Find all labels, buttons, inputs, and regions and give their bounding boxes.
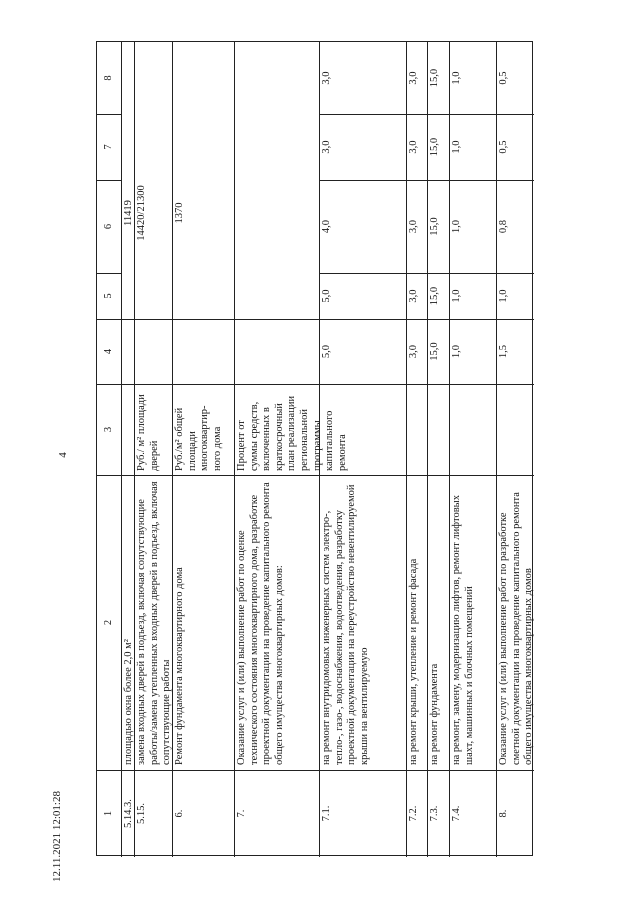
- row-description: Ремонт фундамента многоквартирного дома: [174, 567, 185, 765]
- value-cell: 3,0: [321, 140, 332, 154]
- value-cell: 3,0: [408, 289, 419, 303]
- row-description: на ремонт фундамента: [429, 663, 440, 765]
- column-number: 7: [102, 144, 114, 150]
- value-cell: 1,0: [451, 219, 462, 234]
- value-cell: 0,5: [498, 71, 509, 85]
- column-number: 5: [102, 293, 114, 299]
- row-unit: Руб./ м² площади дверей: [136, 394, 160, 471]
- value-cell: 3,0: [408, 71, 419, 85]
- column-number: 4: [102, 348, 114, 355]
- value-cell: 3,0: [408, 219, 419, 234]
- page-number: 4: [57, 452, 69, 458]
- row-unit: [449, 384, 496, 475]
- row-description: Оказание услуг и (или) выполнение работ по разработке сметной документации на проведение капитального ремонта общего имущества многоквартирных домов: [498, 492, 535, 765]
- column-number: 1: [102, 810, 114, 817]
- value-cell: 3,0: [408, 344, 419, 359]
- value-cell: 1,0: [451, 71, 462, 85]
- row-description: на ремонт крыши, утепление и ремонт фасада: [408, 558, 419, 765]
- value-cell: 0,8: [498, 219, 509, 234]
- value-cell: 5,0: [321, 289, 332, 303]
- value-cell: 1,0: [498, 289, 509, 303]
- row-description: на ремонт внутридомовых инженерных систем электро-, тепло-, газо-, водоснабжения, водоотведения, разработку проектной документации на переустройство невентилируемой крыши на вентилируемую: [321, 484, 370, 765]
- row-unit: [406, 384, 427, 475]
- column-number: 3: [102, 426, 114, 433]
- value-cell: 3,0: [321, 71, 332, 85]
- value-cell: 1,5: [498, 344, 509, 359]
- print-timestamp: 12.11.2021 12:01:28: [51, 791, 63, 882]
- row-unit: [427, 384, 449, 475]
- row-number: 5.14.3.: [123, 799, 134, 828]
- value-cell: 1,0: [451, 289, 462, 303]
- row-unit: [496, 384, 534, 475]
- row-unit: Процент от суммы средств, включенных в краткосрочный план реализации региональной программы капитального ремонта: [236, 395, 348, 471]
- row-unit: Руб./м² общей площади многоквартир-ного дома: [174, 405, 223, 471]
- column-number: 6: [102, 223, 114, 230]
- value-cell: 15,0: [429, 68, 440, 88]
- value-cell: 5,0: [321, 344, 332, 359]
- value-cell: 3,0: [408, 140, 419, 154]
- row-number: 7.1.: [321, 805, 332, 822]
- column-number: 8: [102, 75, 114, 81]
- tariff-table: [96, 41, 533, 856]
- row-number: 7.4.: [451, 805, 462, 822]
- value-cell: 15,0: [429, 137, 440, 157]
- merged-value: 11419: [123, 200, 134, 226]
- value-cell: 1,0: [451, 140, 462, 154]
- row-description: площадью окна более 2,0 м²: [123, 639, 134, 765]
- value-cell: 0,5: [498, 140, 509, 154]
- column-number: 2: [102, 619, 114, 626]
- row-number: 5.15.: [136, 803, 147, 824]
- row-description: Оказание услуг и (или) выполнение работ по оценке технического состояния многоквартирного дома, разработке проектной документации на проведение капитального ремонта общего имущества многоквартирных домов:: [236, 482, 285, 765]
- value-cell: 4,0: [321, 219, 332, 234]
- row-description: замена входных дверей в подъезд, включая сопутствующие работы/замена утепленных входных дверей в подъезд, включая сопутствующие работы: [136, 481, 173, 765]
- cell-divider: [234, 319, 319, 320]
- value-cell: 1,0: [451, 344, 462, 359]
- row-number: 7.: [236, 809, 247, 818]
- row-unit: [319, 384, 406, 475]
- row-number: 7.3.: [429, 805, 440, 822]
- row-number: 6.: [174, 809, 185, 818]
- merged-value: 1370: [174, 202, 185, 224]
- row-unit: [121, 384, 134, 475]
- merged-value: 14420/21300: [136, 185, 147, 241]
- row-description: на ремонт, замену, модернизацию лифтов, ремонт лифтовых шахт, машинных и блочных помещений: [451, 495, 475, 765]
- row-number: 8.: [498, 809, 509, 818]
- value-cell: 15,0: [429, 217, 440, 236]
- value-cell: 15,0: [429, 286, 440, 306]
- row-number: 7.2.: [408, 805, 419, 822]
- value-cell: 15,0: [429, 342, 440, 361]
